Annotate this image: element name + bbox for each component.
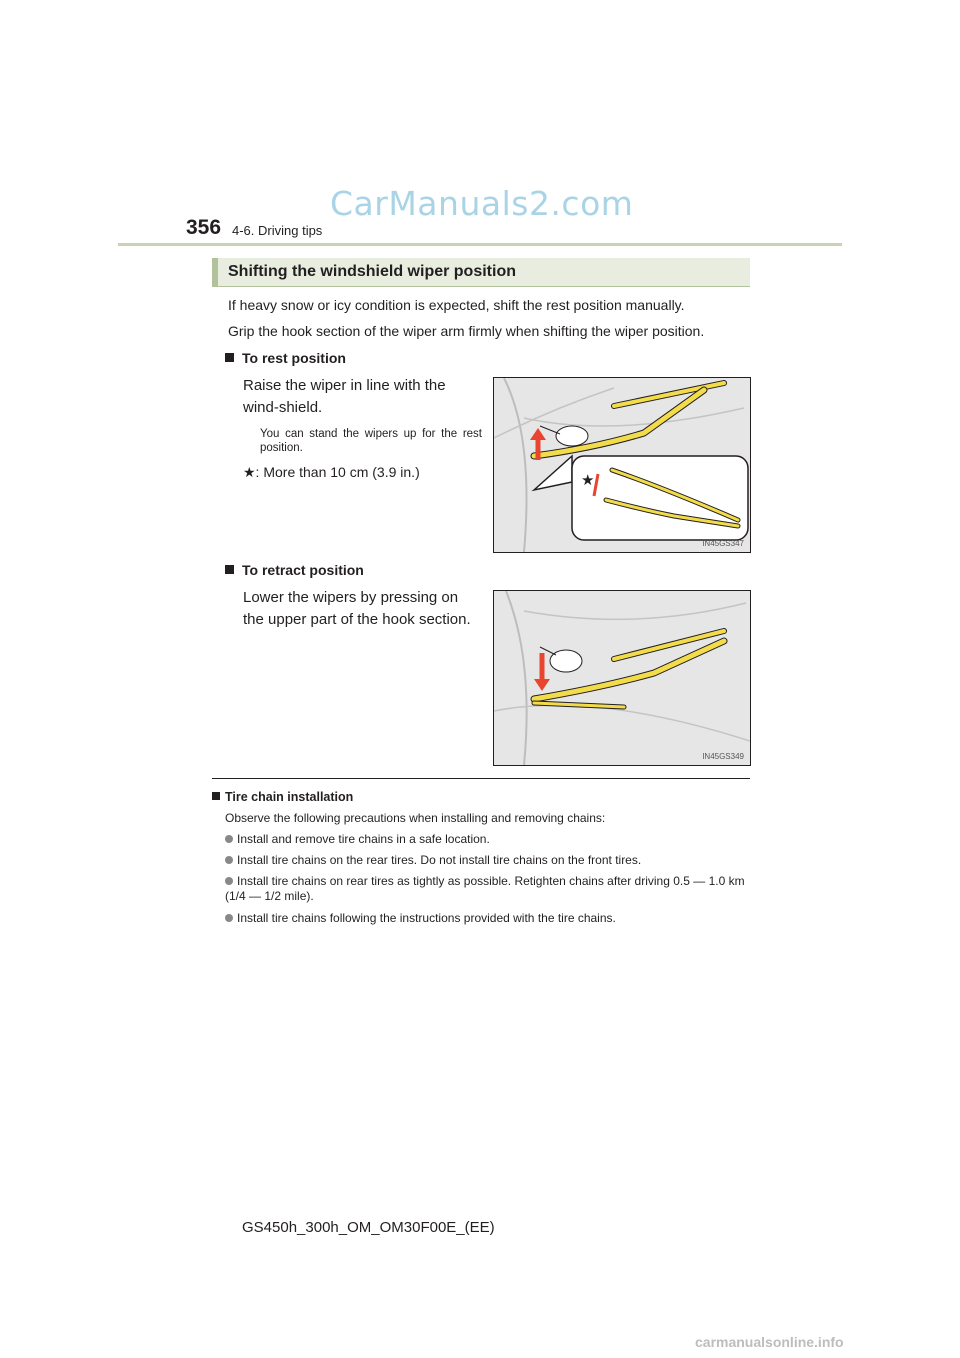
tire-chain-bullet — [225, 853, 750, 868]
wiper-lower-illustration — [494, 591, 750, 765]
bullet-dot-icon — [225, 856, 233, 864]
section-title: Shifting the windshield wiper position — [228, 263, 516, 280]
retract-position-heading — [225, 562, 364, 578]
tire-chain-heading-text: Tire chain installation — [225, 790, 354, 804]
star-note: ★: More than 10 cm (3.9 in.) — [243, 464, 420, 480]
retract-position-heading-text: To retract position — [242, 562, 364, 578]
square-bullet-icon — [212, 792, 220, 800]
tire-chain-bullet — [225, 874, 750, 904]
tire-chain-bullet — [225, 832, 750, 847]
tire-chain-heading — [212, 790, 353, 804]
header-rule — [118, 243, 842, 246]
intro-line-1: If heavy snow or icy condition is expected, shift the rest position manually. — [228, 297, 685, 313]
square-bullet-icon — [225, 565, 234, 574]
rest-position-note: You can stand the wipers up for the rest position. — [260, 428, 482, 454]
manual-code-footer: GS450h_300h_OM_OM30F00E_(EE) — [242, 1219, 495, 1236]
bullet-dot-icon — [225, 835, 233, 843]
watermark-bottom: carmanualsonline.info — [695, 1334, 844, 1350]
tire-chain-bullet — [225, 911, 750, 926]
rest-position-instruction: Raise the wiper in line with the wind-shield. — [243, 377, 446, 416]
wiper-rest-figure — [493, 377, 751, 553]
rest-position-heading — [225, 350, 346, 366]
retract-position-instruction: Lower the wipers by pressing on the upper part of the hook section. — [243, 589, 471, 628]
wiper-raise-illustration — [494, 378, 750, 552]
bullet-text: Install and remove tire chains in a safe location. — [237, 832, 490, 846]
bullet-text: Install tire chains on the rear tires. Do not install tire chains on the front tires. — [237, 853, 642, 867]
wiper-retract-figure — [493, 590, 751, 766]
intro-line-2: Grip the hook section of the wiper arm firmly when shifting the wiper position. — [228, 323, 705, 339]
rest-position-heading-text: To rest position — [242, 350, 346, 366]
note-divider — [212, 778, 750, 779]
watermark-top: CarManuals2.com — [330, 184, 634, 223]
bullet-dot-icon — [225, 914, 233, 922]
square-bullet-icon — [225, 353, 234, 362]
bullet-text: Install tire chains following the instructions provided with the tire chains. — [237, 911, 616, 925]
section-title-box — [212, 258, 750, 287]
tire-chain-intro: Observe the following precautions when installing and removing chains: — [225, 811, 606, 825]
bullet-dot-icon — [225, 877, 233, 885]
figure-code-retract: IN45GS349 — [702, 752, 744, 761]
figure-code-rest: IN45GS347 — [702, 539, 744, 548]
bullet-text: Install tire chains on rear tires as tightly as possible. Retighten chains after driving 0.5 — 1.0 km (1/4 — 1/2 mile). — [225, 874, 745, 903]
section-label: 4-6. Driving tips — [232, 223, 323, 238]
page-number: 356 — [186, 216, 222, 239]
svg-text:★: ★ — [581, 471, 595, 489]
